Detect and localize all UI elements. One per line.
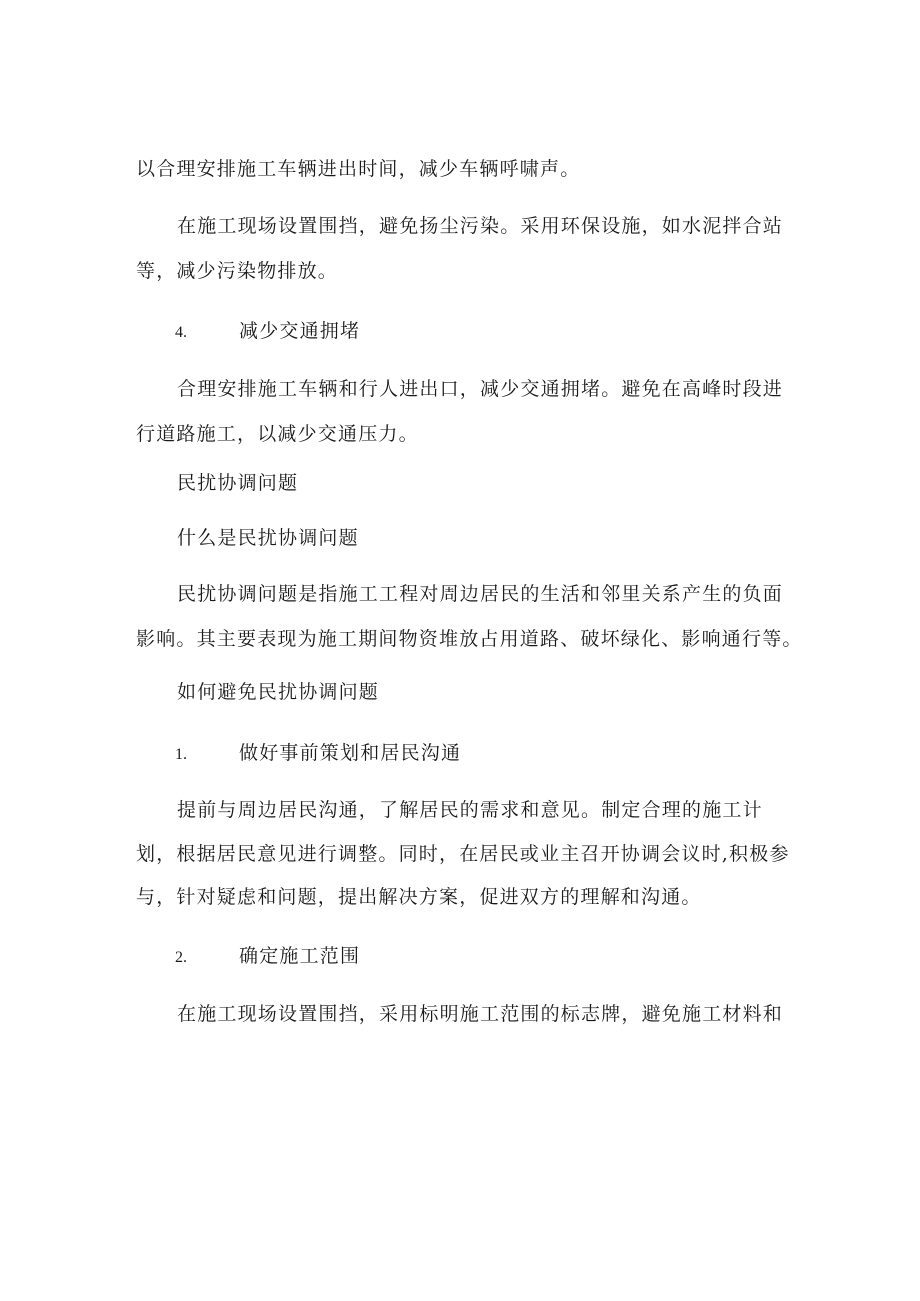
- paragraph-line: 等，减少污染物排放。: [136, 260, 339, 282]
- list-number: 2.: [175, 949, 187, 966]
- list-heading: 做好事前策划和居民沟通: [239, 742, 462, 764]
- paragraph-line: 影响。其主要表现为施工期间物资堆放占用道路、破坏绿化、影响通行等。: [136, 628, 803, 650]
- paragraph-line: 提前与周边居民沟通，了解居民的需求和意见。制定合理的施工计: [177, 799, 763, 821]
- list-number: 1.: [175, 746, 187, 763]
- paragraph-line: 划，根据居民意见进行调整。同时，在居民或业主召开协调会议时,积极参: [136, 843, 790, 865]
- list-heading: 确定施工范围: [239, 945, 361, 967]
- paragraph-line: 与，针对疑虑和问题，提出解决方案，促进双方的理解和沟通。: [136, 886, 702, 908]
- list-number: 4.: [175, 324, 187, 341]
- section-heading: 什么是民扰协调问题: [177, 527, 359, 549]
- paragraph-line: 合理安排施工车辆和行人进出口，减少交通拥堵。避免在高峰时段进: [177, 378, 784, 400]
- paragraph-line: 在施工现场设置围挡，避免扬尘污染。采用环保设施，如水泥拌合站: [177, 215, 784, 237]
- section-heading: 民扰协调问题: [177, 472, 299, 494]
- section-heading: 如何避免民扰协调问题: [177, 681, 380, 703]
- list-heading: 减少交通拥堵: [239, 320, 361, 342]
- paragraph-line: 在施工现场设置围挡，采用标明施工范围的标志牌，避免施工材料和: [177, 1003, 784, 1025]
- paragraph-line: 民扰协调问题是指施工工程对周边居民的生活和邻里关系产生的负面: [177, 583, 784, 605]
- paragraph-line: 行道路施工，以减少交通压力。: [136, 423, 419, 445]
- paragraph-line: 以合理安排施工车辆进出时间，减少车辆呼啸声。: [136, 158, 581, 180]
